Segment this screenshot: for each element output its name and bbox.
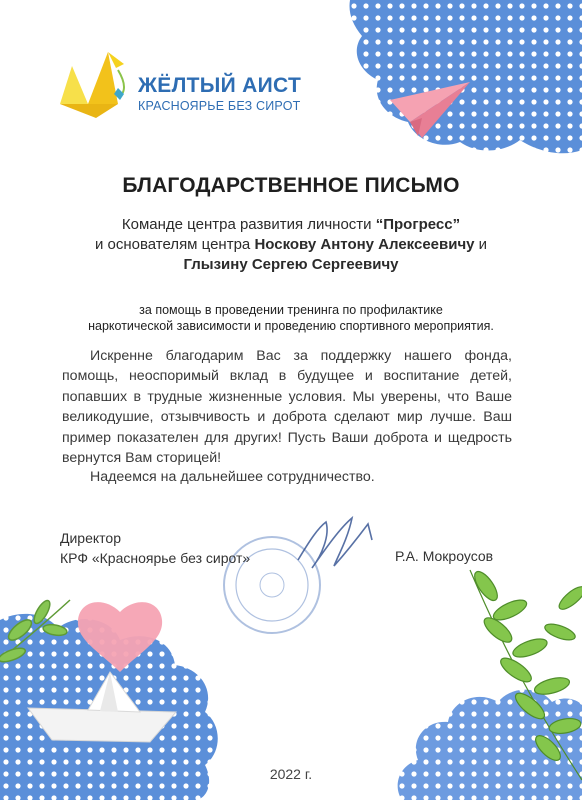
letter-title: БЛАГОДАРСТВЕННОЕ ПИСЬМО [122, 174, 460, 197]
origami-stork-icon [60, 52, 124, 118]
addressee-line-3 [40, 255, 542, 275]
reason-block [30, 302, 552, 334]
center-name: “Прогресс” [375, 216, 461, 233]
reason-line-1: за помощь в проведении тренинга по профилактике [139, 303, 443, 317]
addressee-line-2 [40, 235, 542, 255]
organization-name: КРФ «Красноярье без сирот» [60, 550, 251, 566]
addressee-line-1 [40, 215, 542, 235]
founder-name-1: Носкову Антону Алексеевичу [254, 236, 475, 253]
logo-name: ЖЁЛТЫЙ АИСТ [138, 74, 302, 97]
addressee-founders-text: и основателям центра [94, 236, 255, 253]
director-block [60, 528, 250, 568]
letter-body: Искренне благодарим Вас за поддержку нашего фонда, помощь, неоспоримый вклад в будущее и воспитание детей, попавших в трудные жизненные условия. Мы уверены, что Ваше великодушие, отзывчивость и доброта сделают мир лучше. Ваш пример показателен для других! Пусть Ваши доброта и щедрость вернутся Вам сторицей! [62, 348, 512, 467]
addressee-and-text: и [474, 236, 488, 253]
founder-name-2: Глызину Сергею Сергеевичу [183, 256, 399, 273]
addressee-block [40, 215, 542, 275]
top-right-dotted-cloud [350, 0, 582, 153]
closing-line: Надеемся на дальнейшее сотрудничество. [90, 469, 375, 485]
addressee-team-text: Команде центра развития личности [121, 216, 376, 233]
signature [298, 518, 372, 568]
logo-subtitle: КРАСНОЯРЬЕ БЕЗ СИРОТ [138, 99, 301, 113]
signer-name: Р.А. Мокроусов [395, 548, 494, 564]
letter-year: 2022 г. [269, 766, 313, 782]
reason-line-2: наркотической зависимости и проведению спортивного мероприятия. [88, 319, 494, 333]
director-title: Директор [60, 530, 121, 546]
